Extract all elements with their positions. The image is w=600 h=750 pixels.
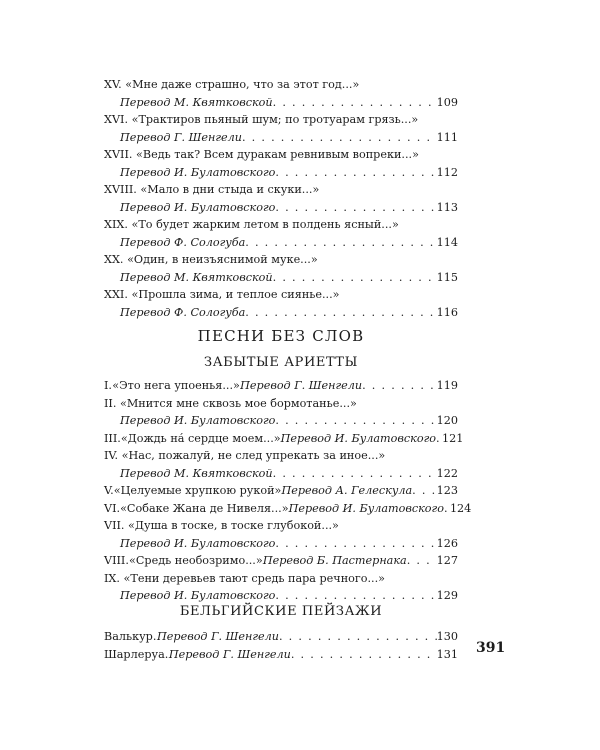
toc-entry: XXI. «Прошла зима, и теплое сиянье...» Перевод Ф. Сологуба . . . 116 [104,286,458,321]
toc-entry: VII. «Душа в тоске, в тоске глубокой...» Перевод И. Булатовского . . . 126 [104,517,458,552]
toc-entry: XVI. «Трактиров пьяный шум; по тротуарам грязь...» Перевод Г. Шенгели . . . 111 [104,111,458,146]
subsection-title: ЗАБЫТЫЕ АРИЕТТЫ [204,355,358,370]
toc-entry: VIII. «Средь необозримо...» Перевод Б. Пастернака . . . 127 [104,552,458,570]
toc-entry: III. «Дождь на́ сердце моем...» Перевод И. Булатовского . . . 121 [104,430,458,448]
toc-entry: I. «Это нега упоенья...» Перевод Г. Шенгели . . . 119 [104,377,458,395]
toc-ariettes-block [104,377,472,605]
toc-entry: II. «Мнится мне сквозь мое бормотанье...» Перевод И. Булатовского . . . 120 [104,395,458,430]
toc-top-block [104,76,458,321]
toc-entry: VI. «Собаке Жана де Нивеля...» Перевод И. Булатовского . . . 124 [104,500,458,518]
toc-entry: XV. «Мне даже страшно, что за этот год...» Перевод М. Квятковской . . . 109 [104,76,458,111]
subsection-title: БЕЛЬГИЙСКИЕ ПЕЙЗАЖИ [179,604,383,619]
toc-entry: XVII. «Ведь так? Всем дуракам ревнивым вопреки...» Перевод И. Булатовского . . . 112 [104,146,458,181]
toc-landscapes-block [104,628,458,663]
toc-entry: IV. «Нас, пожалуй, не след упрекать за иное...» Перевод М. Квятковской . . . 122 [104,447,458,482]
toc-entry: XVIII. «Мало в дни стыда и скуки...» Перевод И. Булатовского . . . 113 [104,181,458,216]
toc-entry: XIX. «То будет жарким летом в полдень ясный...» Перевод Ф. Сологуба . . . 114 [104,216,458,251]
toc-entry: XX. «Один, в неизъяснимой муке...» Перевод М. Квятковской . . . 115 [104,251,458,286]
toc-entry: Валькур. Перевод Г. Шенгели . . . 130 [104,628,458,646]
section-title: ПЕСНИ БЕЗ СЛОВ [197,327,365,345]
page-number: 391 [476,640,506,656]
toc-entry: V. «Целуемые хрупкою рукой» Перевод А. Гелескула . . . 123 [104,482,458,500]
toc-entry: Шарлеруа. Перевод Г. Шенгели . . . 131 [104,646,458,664]
toc-entry: IX. «Тени деревьев тают средь пара речного...» Перевод И. Булатовского . . . 129 [104,570,458,605]
